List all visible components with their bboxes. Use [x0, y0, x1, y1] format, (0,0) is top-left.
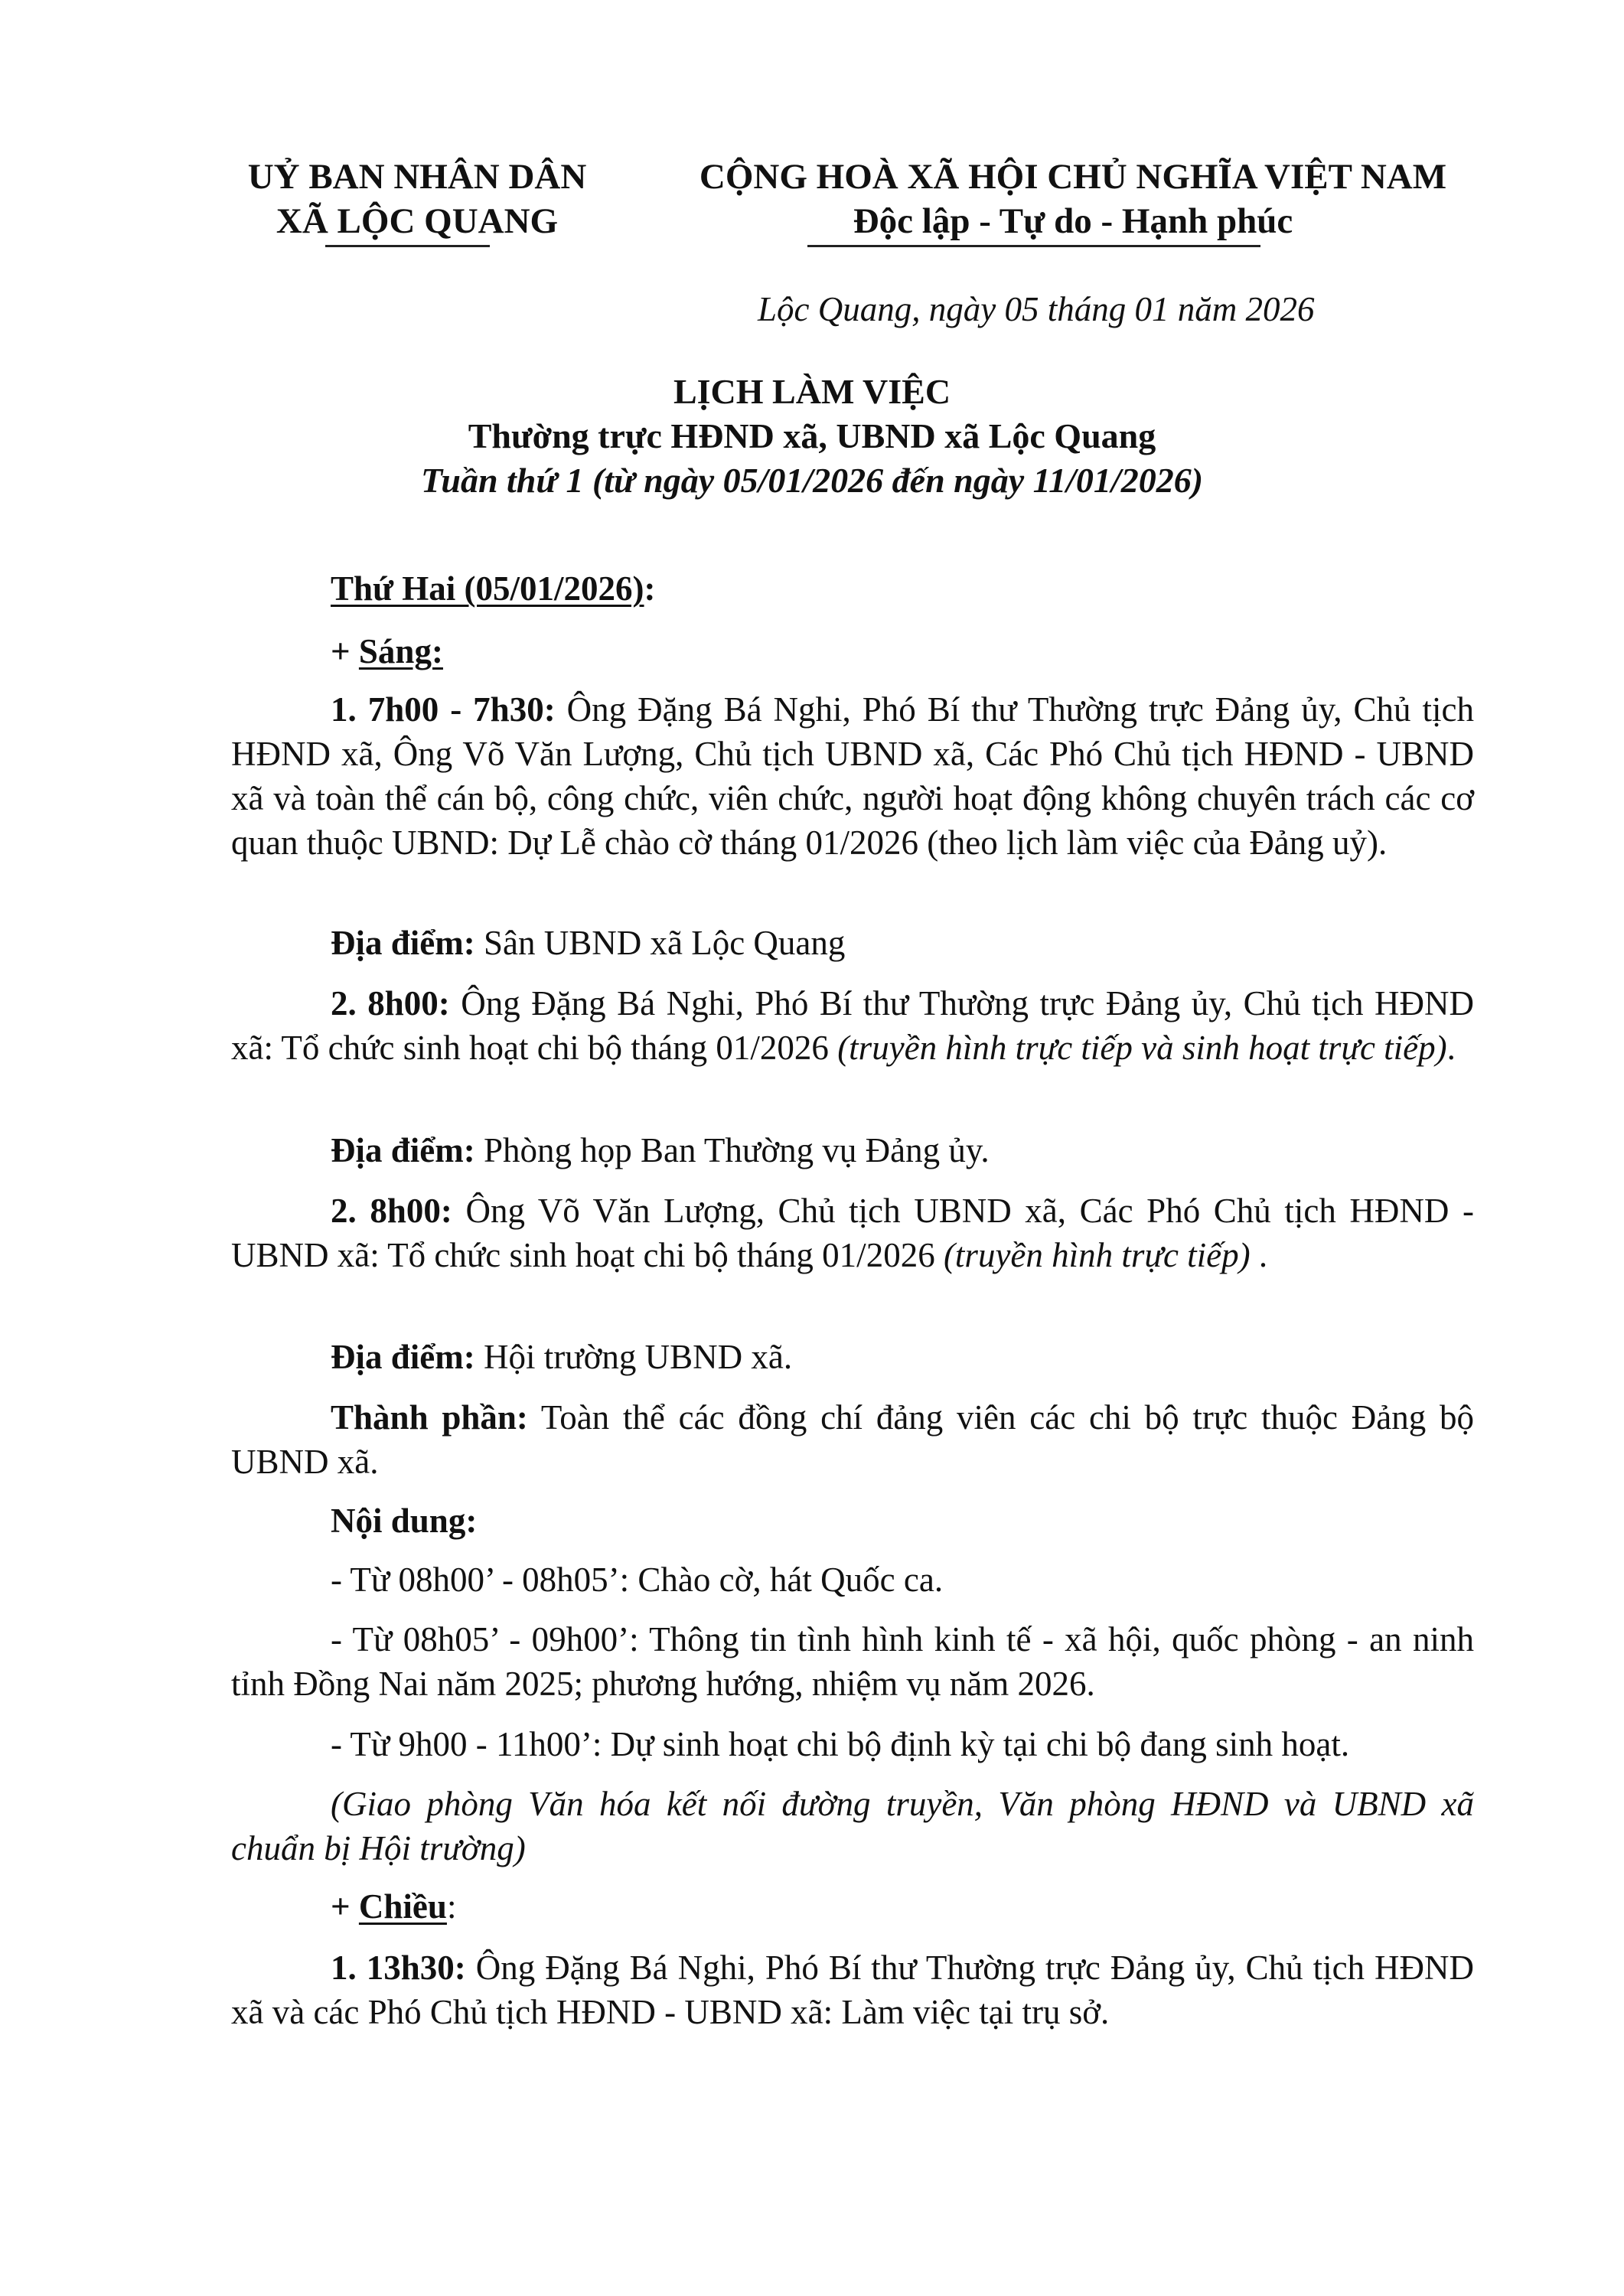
agency-name	[230, 155, 605, 243]
content-heading: Nội dung:	[331, 1502, 478, 1540]
item-time: 2. 8h00:	[331, 1192, 452, 1230]
nation-line-2: Độc lập - Tự do - Hạnh phúc	[853, 201, 1293, 241]
agency-line-1: UỶ BAN NHÂN DÂN	[247, 157, 587, 197]
motto-underline	[807, 245, 1260, 247]
nation-line-1: CỘNG HOÀ XÃ HỘI CHỦ NGHĨA VIỆT NAM	[699, 157, 1447, 197]
agency-line-2: XÃ LỘC QUANG	[276, 201, 559, 241]
item-time: 2. 8h00:	[331, 984, 450, 1022]
title-main: LỊCH LÀM VIỆC	[673, 372, 951, 411]
day-heading-text: Thứ Hai (05/01/2026)	[331, 569, 644, 608]
morning-item-2: 2. 8h00: Ông Đặng Bá Nghi, Phó Bí thư Thường trực Đảng ủy, Chủ tịch HĐND xã: Tổ chức sinh hoạt chi bộ tháng 01/2026 (truyền hình trực tiếp và sinh hoạt trực tiếp).	[231, 984, 1475, 1067]
agency-underline	[325, 245, 490, 247]
content-item-1: - Từ 08h00’ - 08h05’: Chào cờ, hát Quốc ca.	[331, 1561, 944, 1599]
date-line: Lộc Quang, ngày 05 tháng 01 năm 2026	[758, 290, 1315, 328]
title-week: Tuần thứ 1 (từ ngày 05/01/2026 đến ngày 11/01/2026)	[420, 461, 1204, 500]
morning-item-3: 2. 8h00: Ông Võ Văn Lượng, Chủ tịch UBND xã, Các Phó Chủ tịch HĐND - UBND xã: Tổ chức sinh hoạt chi bộ tháng 01/2026 (truyền hình trực tiếp) .	[231, 1192, 1474, 1274]
morning-item-3-members: Thành phần: Toàn thể các đồng chí đảng viên các chi bộ trực thuộc Đảng bộ UBND xã.	[231, 1398, 1474, 1481]
national-motto	[667, 155, 1479, 243]
morning-item-1-place: Địa điểm: Sân UBND xã Lộc Quang	[331, 924, 846, 962]
morning-label: Sáng:	[358, 632, 443, 670]
content-item-3: - Từ 9h00 - 11h00’: Dự sinh hoạt chi bộ định kỳ tại chi bộ đang sinh hoạt.	[331, 1725, 1350, 1763]
morning-item-3-place: Địa điểm: Hội trường UBND xã.	[331, 1338, 793, 1376]
content-item-2: - Từ 08h05’ - 09h00’: Thông tin tình hình kinh tế - xã hội, quốc phòng - an ninh tỉnh Đồng Nai năm 2025; phương hướng, nhiệm vụ năm 2026.	[231, 1620, 1474, 1703]
item-time: 1. 13h30:	[331, 1949, 466, 1987]
afternoon-item-1: 1. 13h30: Ông Đặng Bá Nghi, Phó Bí thư Thường trực Đảng ủy, Chủ tịch HĐND xã và các Phó Chủ tịch HĐND - UBND xã: Làm việc tại trụ sở.	[231, 1949, 1475, 2031]
assignment-note: (Giao phòng Văn hóa kết nối đường truyền, Văn phòng HĐND và UBND xã chuẩn bị Hội trường)	[231, 1785, 1474, 1867]
afternoon-heading: + Chiều:	[331, 1887, 457, 1926]
morning-item-1: 1. 7h00 - 7h30: Ông Đặng Bá Nghi, Phó Bí thư Thường trực Đảng ủy, Chủ tịch HĐND xã, Ông Võ Văn Lượng, Chủ tịch UBND xã, Các Phó Chủ tịch HĐND - UBND xã và toàn thể cán bộ, công chức, viên chức, người hoạt động không chuyên trách các cơ quan thuộc UBND: Dự Lễ chào cờ tháng 01/2026 (theo lịch làm việc của Đảng uỷ).	[231, 690, 1474, 862]
document-title	[153, 370, 1471, 503]
day-heading: Thứ Hai (05/01/2026):	[331, 569, 656, 608]
morning-item-2-place: Địa điểm: Phòng họp Ban Thường vụ Đảng ủy.	[331, 1131, 990, 1169]
morning-heading: + Sáng:	[331, 632, 443, 670]
afternoon-label: Chiều	[358, 1887, 447, 1926]
title-sub: Thường trực HĐND xã, UBND xã Lộc Quang	[468, 416, 1156, 455]
item-time: 1. 7h00 - 7h30:	[331, 690, 556, 729]
